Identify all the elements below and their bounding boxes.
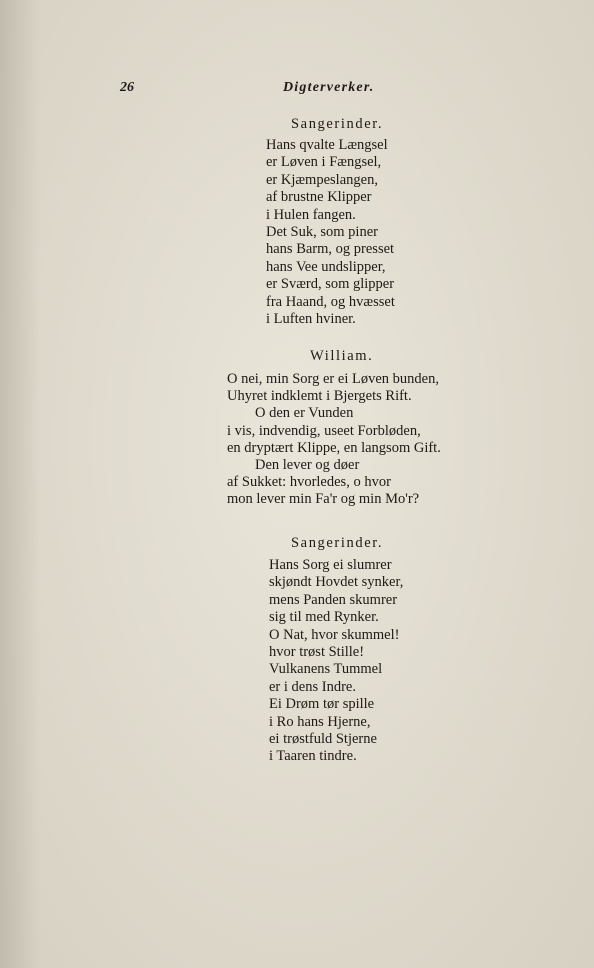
verse-line: ei trøstfuld Stjerne (269, 731, 377, 748)
verse-line: er Kjæmpeslangen, (266, 171, 378, 188)
stanza (227, 371, 441, 509)
verse-line: Vulkanens Tummel (269, 661, 383, 678)
verse-line: i Luften hviner. (266, 311, 356, 328)
verse-line: er i dens Indre. (269, 678, 356, 695)
speaker-heading: Sangerinder. (291, 116, 384, 132)
verse-line: hans Barm, og presset (266, 241, 395, 258)
verse-line: hans Vee undslipper, (266, 258, 386, 275)
verse-line: mens Panden skumrer (269, 591, 398, 608)
verse-line: en dryptært Klippe, en langsom Gift. (227, 439, 441, 456)
stanza (269, 557, 403, 766)
verse-line: O Nat, hvor skummel! (269, 626, 400, 643)
stanza (266, 137, 395, 328)
verse-line: af brustne Klipper (266, 189, 372, 206)
verse-line: sig til med Rynker. (269, 609, 379, 626)
verse-line: fra Haand, og hvæsset (266, 293, 395, 310)
verse-line: Hans qvalte Længsel (266, 137, 388, 153)
verse-line: af Sukket: hvorledes, o hvor (227, 474, 391, 491)
verse-line: Ei Drøm tør spille (269, 696, 375, 713)
verse-line: er Sværd, som glipper (266, 276, 395, 293)
verse-line: i Hulen fangen. (266, 206, 356, 223)
verse-line: hvor trøst Stille! (269, 644, 365, 661)
verse-line: i vis, indvendig, useet Forbløden, (227, 422, 421, 439)
verse-line: mon lever min Fa'r og min Mo'r? (227, 491, 420, 508)
verse-line: Uhyret indklemt i Bjergets Rift. (227, 388, 412, 405)
verse-line: O nei, min Sorg er ei Løven bunden, (227, 371, 439, 387)
verse-line: O den er Vunden (255, 405, 354, 422)
page-number: 26 (120, 80, 134, 95)
speaker-heading: Sangerinder. (291, 535, 384, 551)
speaker-heading: William. (310, 348, 374, 364)
verse-line: Hans Sorg ei slumrer (269, 557, 392, 573)
verse-line: i Taaren tindre. (269, 748, 357, 765)
verse-line: skjøndt Hovdet synker, (269, 574, 404, 591)
verse-line: i Ro hans Hjerne, (269, 713, 371, 730)
verse-line: Det Suk, som piner (266, 224, 378, 241)
verse-line: Den lever og døer (255, 457, 360, 474)
running-title: Digterverker. (283, 80, 375, 95)
verse-line: er Løven i Fængsel, (266, 154, 382, 171)
